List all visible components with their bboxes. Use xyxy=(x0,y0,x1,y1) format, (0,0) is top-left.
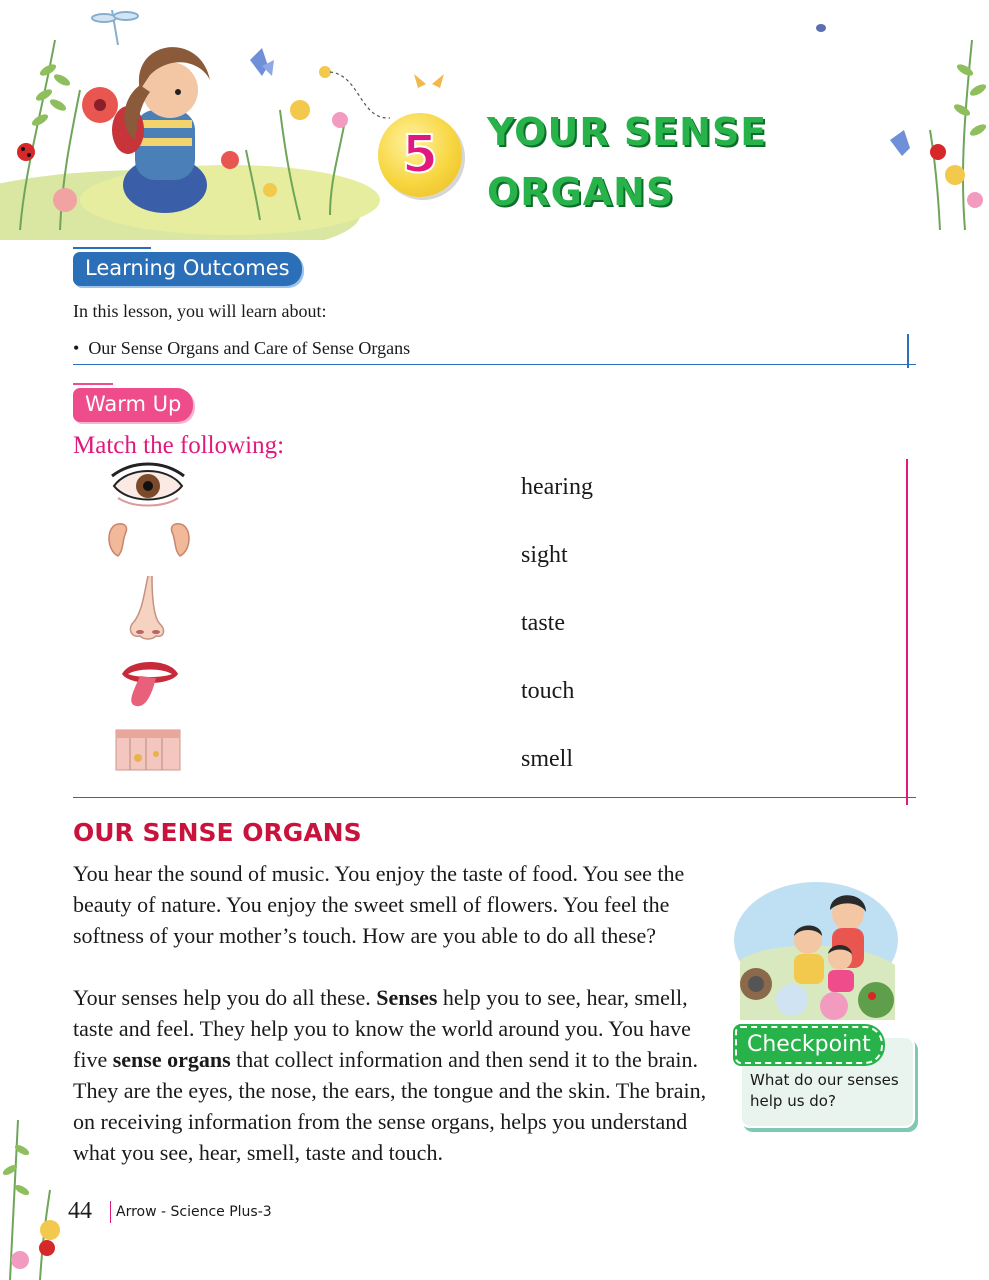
tongue-icon xyxy=(118,654,182,710)
corner-flowers xyxy=(0,1110,70,1280)
term-sense-organs: sense organs xyxy=(112,1047,231,1072)
paragraph-1: You hear the sound of music. You enjoy the taste of food. You see the beauty of nature. You enjoy the sweet smell of flowers. You feel the softness of your mother’s touch. How are you able to do all these? xyxy=(73,861,685,948)
learning-outcomes-label: Learning Outcomes xyxy=(73,252,302,286)
para2-text: that collect information and then send it to the brain. They are the eyes, the nose, the ears, the tongue and the skin. The brain, on receiving information from the sense organs, helps you understand what you see, hear, smell, taste and touch. xyxy=(73,1047,707,1165)
para2-text: help you to see, hear, smell, taste and feel. They help you to know the world around you. You have five xyxy=(73,985,691,1072)
family-illustration xyxy=(730,870,902,1020)
book-title: Arrow - Science Plus-3 xyxy=(116,1204,272,1220)
learning-outcomes-rule xyxy=(73,364,916,365)
learning-outcomes-intro: In this lesson, you will learn about: xyxy=(73,301,327,321)
match-instruction: Match the following: xyxy=(73,432,285,459)
skin-icon xyxy=(110,724,186,774)
paragraph-2 xyxy=(73,982,723,1168)
ears-icon xyxy=(104,520,194,560)
section-heading: OUR SENSE ORGANS xyxy=(73,818,362,847)
term-senses: Senses xyxy=(376,985,438,1010)
sense-word: sight xyxy=(521,542,568,568)
chapter-title-line1: YOUR SENSE xyxy=(487,110,768,154)
sense-word: smell xyxy=(521,746,573,772)
warm-up-label: Warm Up xyxy=(73,388,193,422)
warm-up-rule xyxy=(73,797,916,798)
sense-word: hearing xyxy=(521,474,593,500)
learning-outcomes-accent xyxy=(73,247,151,249)
chapter-title xyxy=(487,102,907,222)
learning-outcome-text: Our Sense Organs and Care of Sense Organs xyxy=(88,338,411,358)
sense-word: taste xyxy=(521,610,565,636)
para2-text: Your senses help you do all these. xyxy=(73,985,377,1010)
sense-word: touch xyxy=(521,678,575,704)
chapter-number: 5 xyxy=(401,125,439,185)
chapter-title-line2: ORGANS xyxy=(487,170,675,214)
learning-outcome-item xyxy=(73,338,410,359)
warm-up-rule-vertical xyxy=(906,459,908,805)
bullet: • xyxy=(73,338,89,358)
learning-outcomes-rule-end xyxy=(907,334,909,368)
page-number: 44 xyxy=(68,1198,92,1224)
checkpoint-label: Checkpoint xyxy=(735,1026,883,1064)
nose-icon xyxy=(126,574,166,644)
footer-divider xyxy=(110,1201,111,1223)
warm-up-accent xyxy=(73,383,113,385)
checkpoint-question: What do our senses help us do? xyxy=(750,1071,899,1110)
eye-icon xyxy=(108,462,188,508)
